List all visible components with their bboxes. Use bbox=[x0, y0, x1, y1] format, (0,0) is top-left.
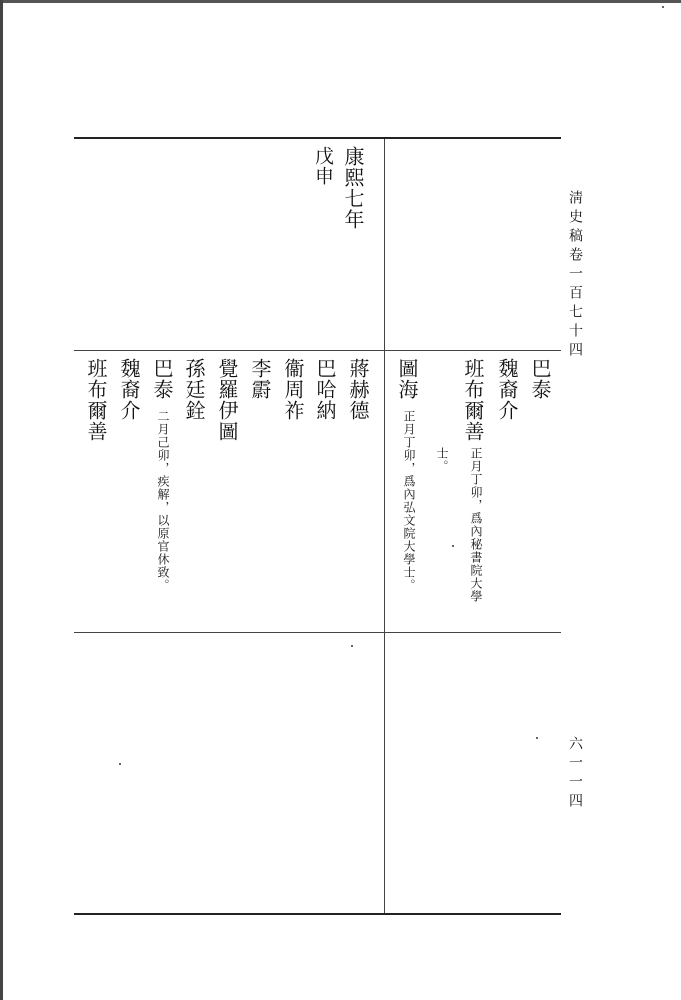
associate-secretary-name: 班布爾善 bbox=[84, 358, 108, 442]
appointment-note-continued: 士。 bbox=[435, 447, 449, 473]
grand-secretary-name: 班布爾善 bbox=[461, 358, 485, 442]
row-divider-lower bbox=[74, 632, 561, 633]
associate-secretary-name: 魏裔介 bbox=[117, 358, 141, 421]
page-number: 六一一四 bbox=[567, 736, 583, 812]
book-title: 淸史稿卷一百七十四 bbox=[567, 190, 583, 361]
associate-secretary-name: 李霨 bbox=[248, 358, 272, 400]
column-divider bbox=[384, 139, 385, 913]
associate-secretary-name: 蔣赫德 bbox=[346, 358, 370, 421]
year-ganzhi: 戊申 bbox=[312, 146, 334, 186]
associate-secretary-name: 覺羅伊圖 bbox=[215, 358, 239, 442]
row-divider-upper bbox=[74, 350, 561, 351]
associate-secretary-name: 巴哈納 bbox=[313, 358, 337, 421]
year-reign: 康熙七年 bbox=[341, 146, 365, 230]
scan-speck bbox=[351, 645, 353, 647]
retirement-note: 二月己卯，疾解，以原官休致。 bbox=[156, 410, 170, 592]
table-bottom-rule bbox=[74, 913, 561, 915]
grand-secretary-name: 巴泰 bbox=[528, 358, 552, 400]
grand-secretary-name: 魏裔介 bbox=[495, 358, 519, 421]
appointment-note: 正月丁卯，爲內弘文院大學士。 bbox=[402, 410, 416, 592]
scan-speck bbox=[662, 6, 664, 8]
grand-secretary-name: 圖海 bbox=[395, 358, 419, 400]
scan-speck bbox=[119, 763, 121, 765]
scan-speck bbox=[452, 545, 454, 547]
associate-secretary-name: 衞周祚 bbox=[281, 358, 305, 421]
associate-secretary-name: 巴泰 bbox=[150, 358, 174, 400]
scan-speck bbox=[536, 737, 538, 739]
scan-border-top bbox=[0, 0, 681, 3]
table-top-rule bbox=[74, 137, 561, 139]
appointment-note: 正月丁卯，爲內秘書院大學 bbox=[469, 447, 483, 603]
scan-border-left bbox=[0, 0, 3, 1000]
associate-secretary-name: 孫廷銓 bbox=[182, 358, 206, 421]
